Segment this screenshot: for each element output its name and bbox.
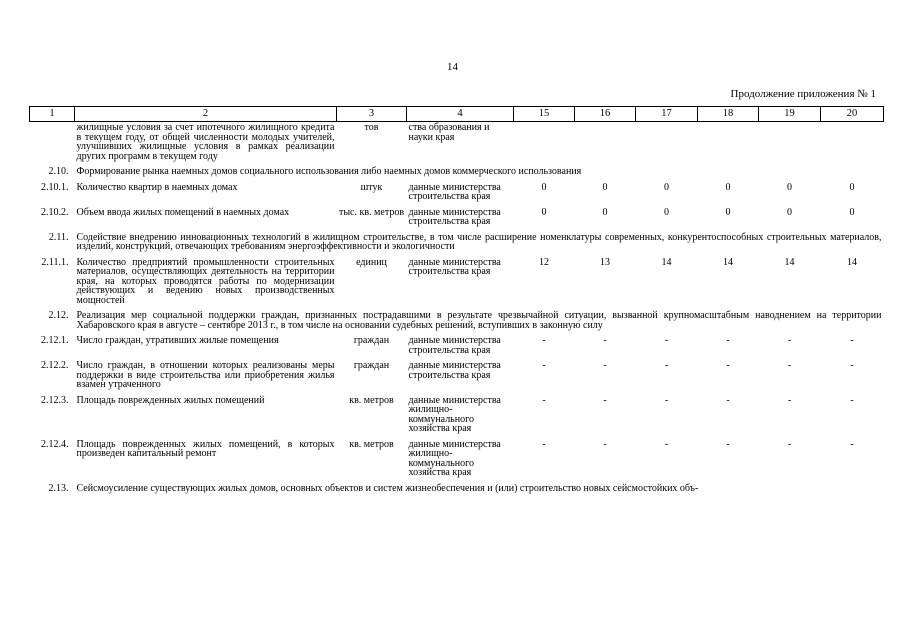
indicator-value: 0 (849, 181, 855, 193)
row-number: 2.12.2. (41, 360, 69, 371)
table-row (30, 183, 884, 208)
row-number: 2.11. (48, 231, 69, 243)
indicator-value: 13 (600, 256, 610, 268)
section-title: Содействие внедрению инновационных технологий в жилищном строительстве, в том числе расширение номенклатуры современных, конкурентоспособных строительных материалов, изделий, конструкций, отвечающих требованиям энергоэффективности и экологичности (76, 231, 882, 252)
indicator-value: 0 (541, 181, 547, 193)
indicator-value: - (542, 438, 546, 450)
indicator-value: - (726, 360, 730, 371)
indicator-source: данные министерства жилищно-коммунального хозяйства края (408, 394, 501, 434)
table-row (30, 361, 884, 396)
table-row (30, 336, 884, 361)
col-header: 18 (698, 107, 759, 122)
row-number: 2.12.3. (41, 394, 69, 406)
table-row (30, 258, 884, 312)
indicator-value: - (726, 438, 730, 450)
indicator-unit: штук (360, 181, 383, 193)
indicator-unit: кв. метров (349, 438, 394, 450)
indicator-name: Объем ввода жилых помещений в наемных домах (76, 206, 290, 218)
indicator-value: - (603, 360, 607, 371)
col-header: 2 (75, 107, 337, 122)
indicator-value: 14 (784, 256, 795, 268)
indicator-name: Площадь поврежденных жилых помещений (76, 394, 265, 406)
indicator-value: 0 (849, 206, 855, 218)
indicator-name: Количество предприятий промышленности строительных материалов, осуществляющих деятельность на территории края, на которых проводятся работы по модернизации действующих и ведению новых производственных мощностей (76, 256, 335, 306)
indicator-value: - (726, 394, 730, 406)
indicator-value: - (850, 360, 854, 371)
indicator-value: 0 (602, 181, 608, 193)
section-title: Реализация мер социальной поддержки граждан, признанных пострадавшими в результате чрезвычайной ситуации, вызванной крупномасштабным наводнением на территории Хабаровского края в августе – сентябре 2013 г., в том числе на основании судебных решений, вступивших в законную силу (76, 310, 882, 331)
indicator-value: 12 (539, 256, 549, 268)
indicator-value: - (603, 438, 607, 450)
col-header: 17 (636, 107, 698, 122)
indicator-unit: граждан (353, 360, 390, 371)
table-row (30, 396, 884, 440)
indicator-unit: тыс. кв. метров (338, 206, 405, 218)
indicator-value: 14 (723, 256, 733, 268)
indicator-value: - (787, 438, 792, 450)
indicator-value: - (664, 438, 669, 450)
col-header: 20 (821, 107, 884, 122)
header-row (30, 107, 884, 122)
section-title: Формирование рынка наемных домов социального использования либо наемных домов коммерческого использования (76, 166, 582, 177)
indicator-value: - (850, 394, 854, 406)
indicator-value: - (787, 335, 792, 346)
indicator-source: данные министерства строительства края (408, 256, 501, 277)
page-number: 14 (447, 61, 458, 73)
indicator-value: 14 (661, 256, 672, 268)
indicator-source: данные министерства жилищно-коммунального хозяйства края (408, 438, 501, 478)
row-number: 2.12. (48, 310, 69, 321)
indicator-name: Количество квартир в наемных домах (76, 181, 238, 193)
col-header: 15 (514, 107, 575, 122)
table-row (30, 208, 884, 233)
indicator-value: 0 (725, 206, 731, 218)
table-row (30, 440, 884, 484)
col-header: 3 (337, 107, 407, 122)
indicator-value: - (787, 360, 792, 371)
col-header: 16 (575, 107, 636, 122)
indicator-source: данные министерства строительства края (408, 335, 501, 356)
indicator-value: - (664, 360, 669, 371)
indicator-value: - (542, 335, 546, 346)
indicator-value: - (850, 438, 854, 450)
table-row (30, 122, 884, 168)
indicator-value: 0 (664, 206, 669, 218)
indicator-value: 0 (787, 181, 792, 193)
row-number: 2.13. (48, 482, 69, 494)
indicator-source: данные министерства строительства края (408, 206, 501, 227)
indicator-name: Число граждан, утративших жилые помещения (76, 335, 279, 346)
col-header: 4 (407, 107, 514, 122)
indicator-unit: граждан (353, 335, 390, 346)
indicator-value: 0 (664, 181, 669, 193)
indicator-value: - (603, 335, 607, 346)
indicator-value: - (787, 394, 792, 406)
indicator-value: - (664, 394, 669, 406)
indicator-value: - (664, 335, 669, 346)
indicator-unit: кв. метров (349, 394, 394, 406)
section-row (30, 167, 884, 183)
section-row (30, 484, 884, 500)
indicator-source: данные министерства строительства края (408, 360, 501, 381)
indicator-value: - (542, 360, 546, 371)
indicator-source: данные министерства строительства края (408, 181, 501, 202)
indicator-value: 0 (541, 206, 547, 218)
indicator-name: Площадь поврежденных жилых помещений, в которых произведен капитальный ремонт (76, 438, 335, 459)
indicator-value: - (726, 335, 730, 346)
row-number: 2.11.1. (41, 256, 69, 268)
row-number: 2.12.1. (41, 335, 69, 346)
indicator-value: 0 (602, 206, 608, 218)
indicator-name: Число граждан, в отношении которых реализованы меры поддержки в виде строительства или приобретения жилья взамен утраченного (76, 360, 335, 390)
indicator-value: - (603, 394, 607, 406)
col-header: 19 (759, 107, 821, 122)
indicator-name: жилищные условия за счет ипотечного жилищного кредита в текущем году, от общей численности молодых учителей, улучшивших жилищные условия в рамках реализации других программ в текущем году (76, 122, 335, 162)
row-number: 2.10. (48, 166, 69, 177)
section-row (30, 311, 884, 336)
indicator-value: 0 (725, 181, 731, 193)
indicator-unit: единиц (356, 256, 387, 268)
row-number: 2.12.4. (41, 438, 69, 450)
indicator-unit: тов (364, 122, 379, 133)
col-header: 1 (30, 107, 75, 122)
section-title: Сейсмоусиление существующих жилых домов, основных объектов и систем жизнеобеспечения и (или) строительство новых сейсмостойких объ- (76, 482, 699, 494)
indicator-source: ства образования и науки края (408, 122, 490, 143)
section-row (30, 233, 884, 258)
continuation-caption: Продолжение приложения № 1 (730, 88, 876, 100)
indicator-value: - (542, 394, 546, 406)
indicators-table (29, 106, 884, 499)
indicator-value: 0 (787, 206, 792, 218)
row-number: 2.10.1. (41, 181, 69, 193)
indicator-value: - (850, 335, 854, 346)
row-number: 2.10.2. (41, 206, 69, 218)
indicator-value: 14 (847, 256, 857, 268)
